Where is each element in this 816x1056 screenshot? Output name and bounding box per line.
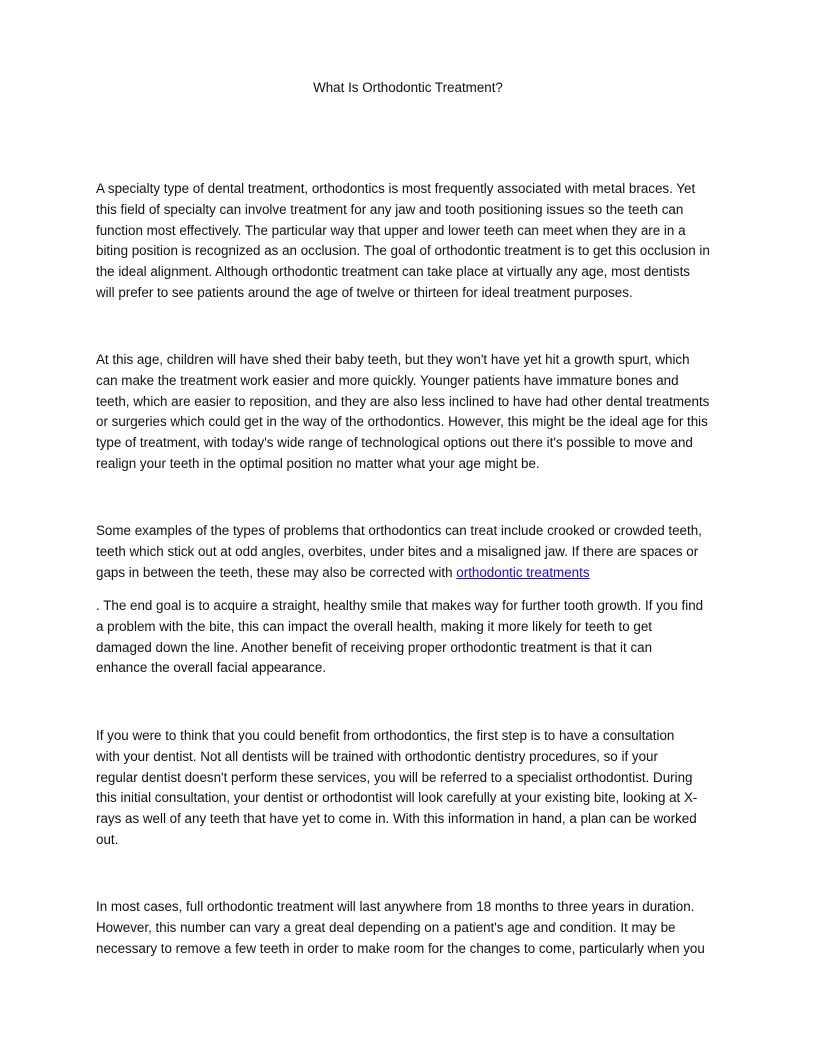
- text-line: with your dentist. Not all dentists will be trained with orthodontic dentistry procedures, so if your: [96, 748, 658, 764]
- text-line: damaged down the line. Another benefit of receiving proper orthodontic treatment is that it can: [96, 639, 653, 655]
- text-line: teeth which stick out at odd angles, overbites, under bites and a misaligned jaw. If there are spaces or: [96, 543, 699, 559]
- paragraph-4: [96, 596, 722, 679]
- text-line: [96, 563, 722, 584]
- text-line: or surgeries which could get in the way of the orthodontics. However, this might be the ideal age for this: [96, 414, 708, 430]
- text-line: However, this number can vary a great deal depending on a patient's age and condition. It may be: [96, 919, 676, 935]
- text-line: At this age, children will have shed their baby teeth, but they won't have yet hit a growth spurt, which: [96, 352, 690, 367]
- text-line: function most effectively. The particular way that upper and lower teeth can meet when they are in a: [96, 222, 686, 238]
- paragraph-5: [96, 726, 722, 851]
- text-line: Some examples of the types of problems that orthodontics can treat include crooked or crowded teeth,: [96, 523, 702, 538]
- text-line: will prefer to see patients around the age of twelve or thirteen for ideal treatment purposes.: [96, 284, 633, 300]
- text-line: A specialty type of dental treatment, orthodontics is most frequently associated with metal braces. Yet: [96, 181, 696, 196]
- paragraph-2: [96, 350, 722, 475]
- text-line: teeth, which are easier to reposition, and they are also less inclined to have had other dental treatments: [96, 393, 710, 409]
- paragraph-6: [96, 897, 722, 959]
- text-line: . The end goal is to acquire a straight, healthy smile that makes way for further tooth growth. If you find: [96, 598, 704, 613]
- text-line: If you were to think that you could benefit from orthodontics, the first step is to have a consultation: [96, 728, 675, 743]
- text-line: can make the treatment work easier and more quickly. Younger patients have immature bones and: [96, 372, 679, 388]
- text-line: realign your teeth in the optimal position no matter what your age might be.: [96, 455, 540, 471]
- text-segment: gaps in between the teeth, these may also be corrected with: [96, 564, 457, 580]
- text-line: biting position is recognized as an occlusion. The goal of orthodontic treatment is to get this occlusion in: [96, 243, 710, 259]
- orthodontic-treatments-link[interactable]: orthodontic treatments: [456, 564, 590, 580]
- text-line: rays as well of any teeth that have yet to come in. With this information in hand, a plan can be worked: [96, 811, 697, 827]
- text-line: this field of specialty can involve treatment for any jaw and tooth positioning issues so the teeth can: [96, 201, 684, 217]
- paragraph-1: [96, 179, 722, 304]
- text-line: the ideal alignment. Although orthodontic treatment can take place at virtually any age, most dentists: [96, 264, 690, 280]
- text-line: In most cases, full orthodontic treatment will last anywhere from 18 months to three years in duration.: [96, 899, 695, 914]
- document-title: What Is Orthodontic Treatment?: [313, 80, 503, 95]
- text-line: regular dentist doesn't perform these services, you will be referred to a specialist orthodontist. During: [96, 769, 693, 785]
- text-line: this initial consultation, your dentist or orthodontist will look carefully at your existing bite, looking at X-: [96, 790, 698, 806]
- text-line: enhance the overall facial appearance.: [96, 660, 327, 676]
- text-line: a problem with the bite, this can impact the overall health, making it more likely for teeth to get: [96, 618, 652, 634]
- text-line: type of treatment, with today's wide range of technological options out there it's possible to move and: [96, 435, 693, 451]
- paragraph-3: [96, 521, 722, 583]
- text-line: necessary to remove a few teeth in order to make room for the changes to come, particularly when you: [96, 940, 705, 956]
- text-line: out.: [96, 831, 119, 847]
